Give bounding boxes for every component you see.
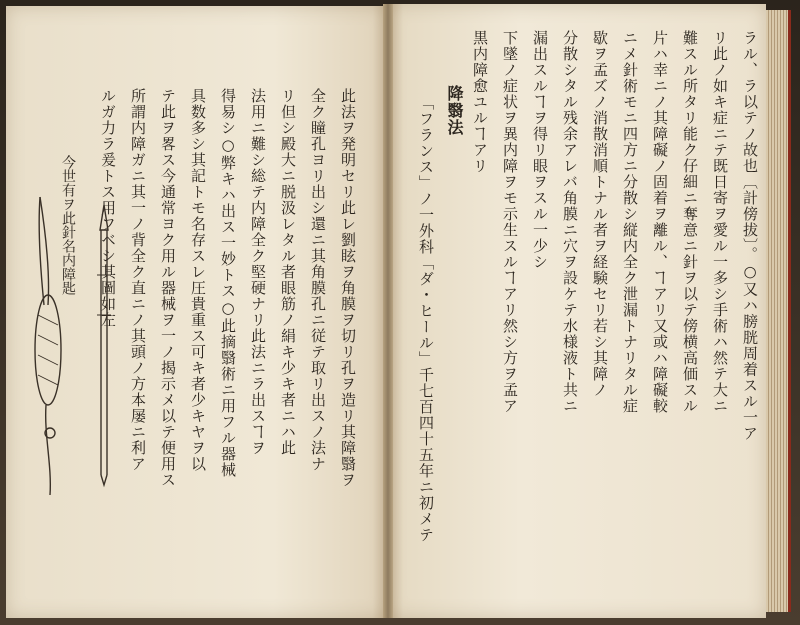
figure-caption: 今世有ヲ此針名内障匙 <box>60 155 76 295</box>
left-col-8: 所謂内障ガニ其一ノ背全ク直ニノ其頭ノ方本屡ニ利ア <box>129 88 147 472</box>
left-col-9: ルガ力ラ爰トス用フベシ其圖如左 <box>99 88 117 328</box>
instrument-tip-left <box>40 197 49 305</box>
book-spine <box>383 4 393 618</box>
left-col-3: リ但シ殿大ニ脱汲レタル者眼筋ノ絹キ少キ者ニハ此 <box>279 88 297 456</box>
right-col-7: 分散シタル残余アレバ角膜ニ穴ヲ設ケテ水様液ト共ニ <box>561 30 579 414</box>
left-col-1: 此法ヲ発明セリ此レ劉眩ヲ角膜ヲ切リ孔ヲ造リ其障翳ヲ <box>339 88 357 488</box>
instrument-shaft-right <box>101 230 107 475</box>
section-heading: 降翳法 <box>445 85 464 136</box>
instrument-illustration <box>22 175 132 515</box>
right-col-4: 片ハ幸ニノ其障礙ノ固着ヲ離ル、ヿアリ又或ハ障礙較 <box>651 30 669 414</box>
right-col-5: ニメ針術モニ四方ニ分散シ縦内全ク泄漏トナリタル症 <box>621 30 639 414</box>
right-col-9: 下墜ノ症状ヲ異内障ヲモ示生スルヿアリ然シ方ヲ孟ア <box>501 30 519 414</box>
left-col-4: 法用ニ難シ総テ内障全ク堅硬ナリ此法ニラ出スヿヲ <box>249 88 267 456</box>
right-col-2: リ此ノ如キ症ニテ既日寄ヲ愛ル一多シ手術ハ然テ大ニ <box>711 30 729 414</box>
instrument-tip-left-inner <box>39 197 44 305</box>
instrument-shaft-left <box>46 405 51 495</box>
left-col-5: 得易シ○弊キハ出ス一妙トス○此摘翳術ニ用フル器械 <box>219 88 237 478</box>
left-col-6: 具数多シ其記トモ名存スレ圧貴重ス可キ者少キヤヲ以 <box>189 88 207 472</box>
instrument-tip-right <box>100 205 108 230</box>
instrument-handle-left <box>35 295 61 405</box>
handle-hatching <box>38 315 58 385</box>
right-col-6: 歇ヲ孟ズノ消散消順トナル者ヲ経験セリ若シ其障ノ <box>591 30 609 398</box>
right-col-1: ラル、ラ以テノ故也〔計傍拔〕。○又ハ膀胱周着スル一ア <box>741 30 759 442</box>
right-col-3: 難スル所タリ能ク仔細ニ奪意ニ針ヲ以テ傍横高価スル <box>681 30 699 414</box>
instrument-bands <box>97 275 111 315</box>
left-col-2: 全ク瞳孔ヨリ出シ還ニ其角膜孔ニ従テ取リ出スノ法ナ <box>309 88 327 472</box>
left-col-7: テ此ヲ畧ス今通常ヨク用ル器械ヲ一ノ揭示メ以テ便用ス <box>159 88 177 488</box>
page-edges <box>766 10 791 612</box>
instrument-end-right <box>101 475 107 485</box>
right-col-10: 黒内障愈ユルヿアリ <box>471 30 489 174</box>
right-col-8: 漏出スルヿヲ得リ眼ヲスル一少シ <box>531 30 549 270</box>
right-col-11: 「フランス」ノ一外科「ダ・ヒール」千七百四十五年ニ初メテ <box>417 95 435 543</box>
